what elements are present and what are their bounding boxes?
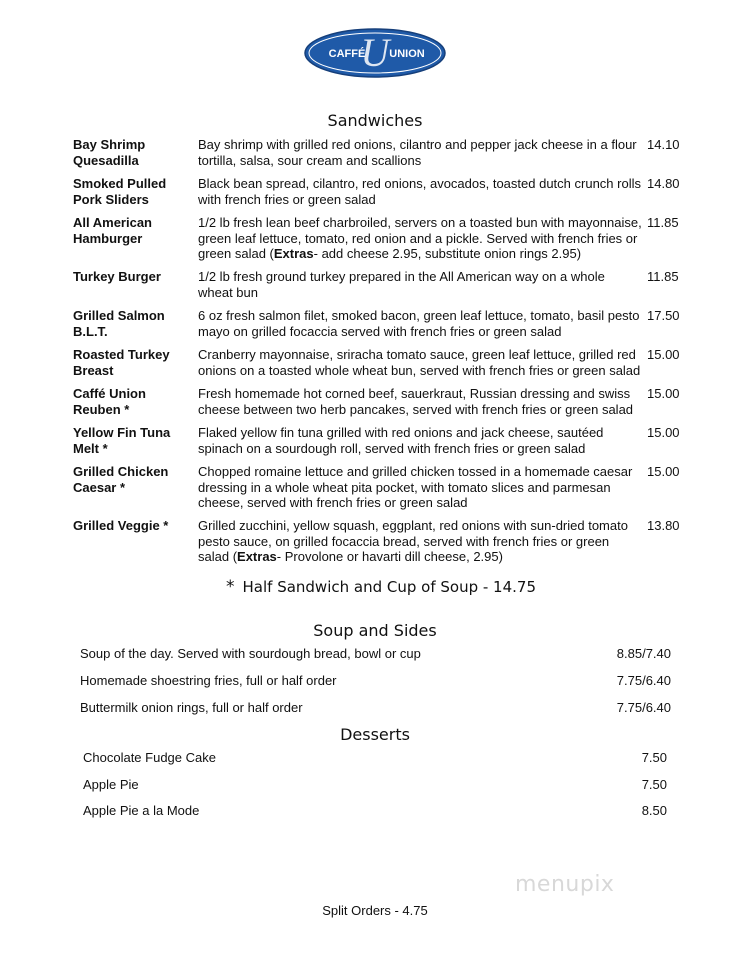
sandwiches-title: Sandwiches [327, 111, 423, 130]
split-orders-footer: Split Orders - 4.75 [322, 903, 428, 918]
extras-text: - add cheese 2.95, substitute onion rings 2.95) [313, 246, 582, 261]
menu-item-price: 11.85 [647, 269, 679, 284]
menu-item-description: Black bean spread, cilantro, red onions, avocados, toasted dutch crunch rolls with french fries or green salad [198, 176, 641, 207]
menu-item-description: Fresh homemade hot corned beef, sauerkraut, Russian dressing and swiss cheese between two herb pancakes, served with french fries or green salad [198, 386, 634, 417]
menu-item-name: Grilled Chicken Caesar * [73, 464, 169, 495]
menu-item-name: All American Hamburger [73, 215, 152, 246]
dessert-item-price: 8.50 [641, 803, 667, 818]
dessert-item-name: Apple Pie a la Mode [83, 803, 200, 818]
menu-item-price: 11.85 [647, 215, 679, 230]
desserts-title: Desserts [340, 725, 410, 744]
side-item-price: 7.75/6.40 [616, 700, 671, 715]
side-item-price: 8.85/7.40 [616, 646, 671, 661]
menu-item-description [198, 518, 643, 565]
description-text: 1/2 lb fresh lean beef charbroiled, servers on a toasted bun with mayonnaise, green leaf lettuce, tomato, red onion and a pickle. Served with french fries or green salad ( [198, 215, 642, 261]
half-sandwich-note [226, 577, 536, 597]
menu-item-price: 17.50 [647, 308, 680, 323]
dessert-item-price: 7.50 [641, 750, 667, 765]
menu-item-name: Grilled Salmon B.L.T. [73, 308, 165, 339]
menu-item-price: 14.10 [647, 137, 680, 152]
dessert-item-name: Chocolate Fudge Cake [83, 750, 216, 765]
menu-item-description: Bay shrimp with grilled red onions, cilantro and pepper jack cheese in a flour tortilla, salsa, sour cream and scallions [198, 137, 637, 168]
note-star: * [226, 577, 235, 597]
menu-item-price: 14.80 [647, 176, 680, 191]
logo-right-text: UNION [389, 48, 425, 60]
menu-item-name: Smoked Pulled Pork Sliders [73, 176, 167, 207]
menu-item-name: Roasted Turkey Breast [73, 347, 170, 378]
menu-item-name: Caffé Union Reuben * [73, 386, 146, 417]
side-item-price: 7.75/6.40 [616, 673, 671, 688]
soup-sides-title: Soup and Sides [313, 621, 437, 640]
menu-item-name: Yellow Fin Tuna Melt * [73, 425, 171, 456]
extras-label: Extras [237, 549, 277, 564]
side-item-name: Buttermilk onion rings, full or half order [80, 700, 303, 715]
menu-item-price: 15.00 [647, 425, 680, 440]
logo-mark: U [360, 30, 390, 75]
description-text: Grilled zucchini, yellow squash, eggplant, red onions with sun-dried tomato pesto sauce, on grilled focaccia bread, served with french fries or green salad ( [198, 518, 628, 564]
note-text: Half Sandwich and Cup of Soup - 14.75 [242, 578, 536, 596]
menu-item-name: Bay Shrimp Quesadilla [73, 137, 146, 168]
side-item-name: Soup of the day. Served with sourdough bread, bowl or cup [80, 646, 421, 661]
side-item-name: Homemade shoestring fries, full or half order [80, 673, 337, 688]
caffe-union-logo [304, 28, 446, 78]
menu-item-description: 6 oz fresh salmon filet, smoked bacon, green leaf lettuce, tomato, basil pesto mayo on grilled focaccia served with french fries or green salad [198, 308, 640, 339]
menupix-watermark: menupix [515, 872, 615, 897]
logo-left-text: CAFFÉ [328, 48, 366, 60]
menu-item-price: 15.00 [647, 347, 680, 362]
menu-item-description: Chopped romaine lettuce and grilled chicken tossed in a homemade caesar dressing in a whole wheat pita pocket, with tomato slices and parmesan cheese, served with french fries or green salad [198, 464, 633, 510]
menu-item-name: Grilled Veggie * [73, 518, 169, 533]
menu-item-description [198, 215, 643, 262]
menu-item-description: Flaked yellow fin tuna grilled with red onions and jack cheese, sautéed spinach on a sourdough roll, served with french fries or green salad [198, 425, 604, 456]
menu-item-description: Cranberry mayonnaise, sriracha tomato sauce, green leaf lettuce, grilled red onions on a toasted whole wheat bun, served with french fries or green salad [198, 347, 641, 378]
dessert-item-price: 7.50 [641, 777, 667, 792]
extras-text: - Provolone or havarti dill cheese, 2.95) [276, 549, 503, 564]
dessert-item-name: Apple Pie [83, 777, 139, 792]
menu-item-price: 15.00 [647, 386, 680, 401]
extras-label: Extras [273, 246, 314, 261]
menu-item-price: 13.80 [647, 518, 680, 533]
menu-item-price: 15.00 [647, 464, 680, 479]
menu-item-description: 1/2 lb fresh ground turkey prepared in the All American way on a whole wheat bun [198, 269, 605, 300]
menu-item-name: Turkey Burger [73, 269, 161, 284]
